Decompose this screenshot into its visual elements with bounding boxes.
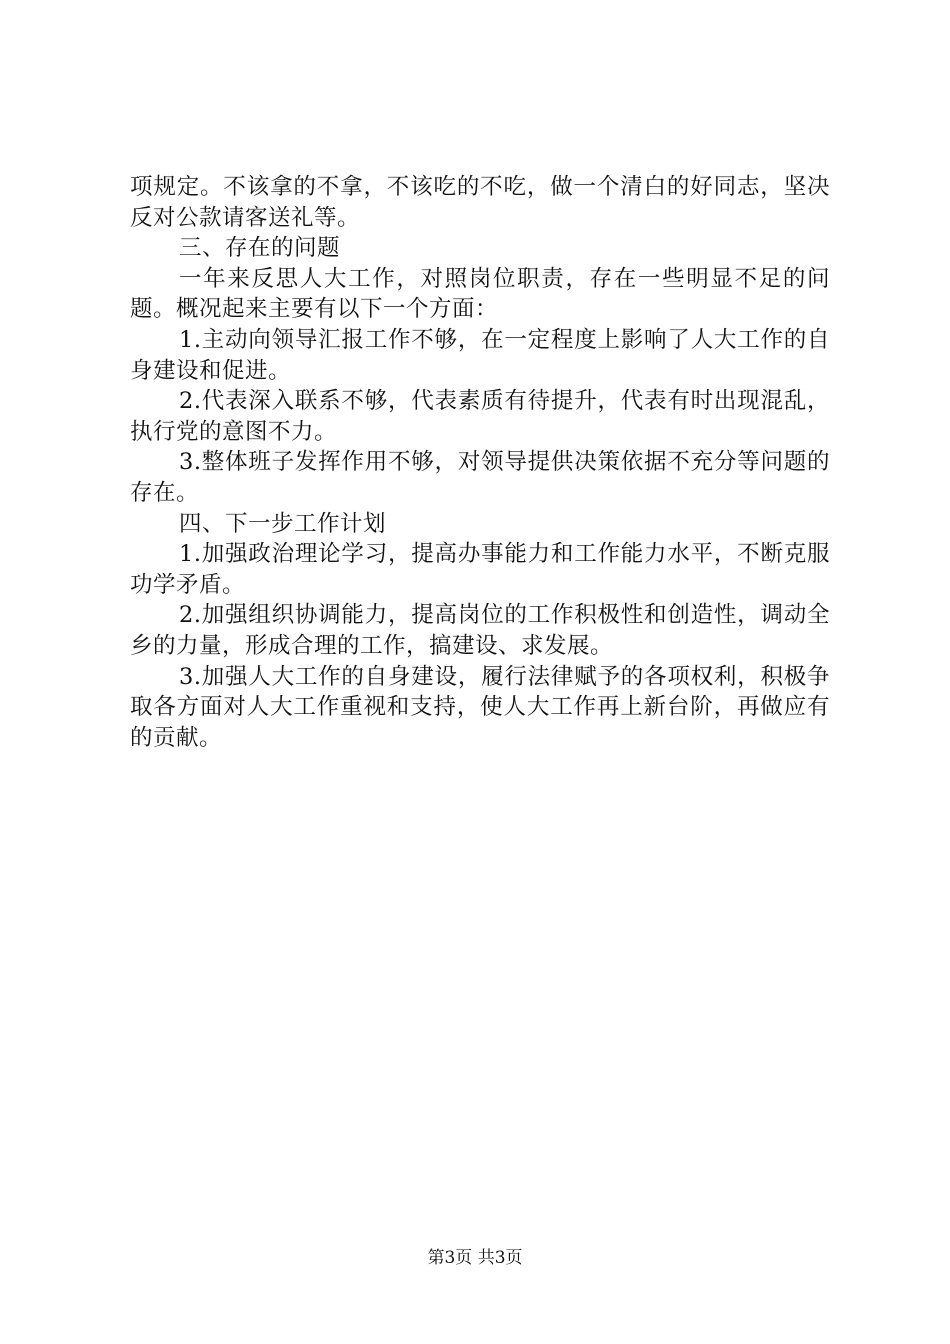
list-item: 1.加强政治理论学习，提高办事能力和工作能力水平，不断克服功学矛盾。: [130, 541, 830, 598]
paragraph: 一年来反思人大工作，对照岗位职责，存在一些明显不足的问题。概况起来主要有以下一个方面：: [130, 265, 830, 323]
list-item: 3.整体班子发挥作用不够，对领导提供决策依据不充分等问题的存在。: [130, 449, 830, 506]
section-heading: 三、存在的问题: [179, 235, 341, 262]
list-item: 1.主动向领导汇报工作不够，在一定程度上影响了人大工作的自身建设和促进。: [130, 326, 830, 384]
list-item: 3.加强人大工作的自身建设，履行法律赋予的各项权利，积极争取各方面对人大工作重视和支持，使人大工作再上新台阶，再做应有的贡献。: [130, 663, 830, 751]
paragraph: 项规定。不该拿的不拿，不该吃的不吃，做一个清白的好同志，坚决反对公款请客送礼等。: [130, 174, 830, 231]
page-footer: 第3页 共3页: [427, 1248, 523, 1268]
document-body: [130, 172, 830, 753]
section-heading: 四、下一步工作计划: [179, 510, 387, 537]
list-item: 2.加强组织协调能力，提高岗位的工作积极性和创造性，调动全乡的力量，形成合理的工作，搞建设、求发展。: [130, 602, 830, 659]
list-item: 2.代表深入联系不够，代表素质有待提升，代表有时出现混乱，执行党的意图不力。: [130, 388, 830, 445]
